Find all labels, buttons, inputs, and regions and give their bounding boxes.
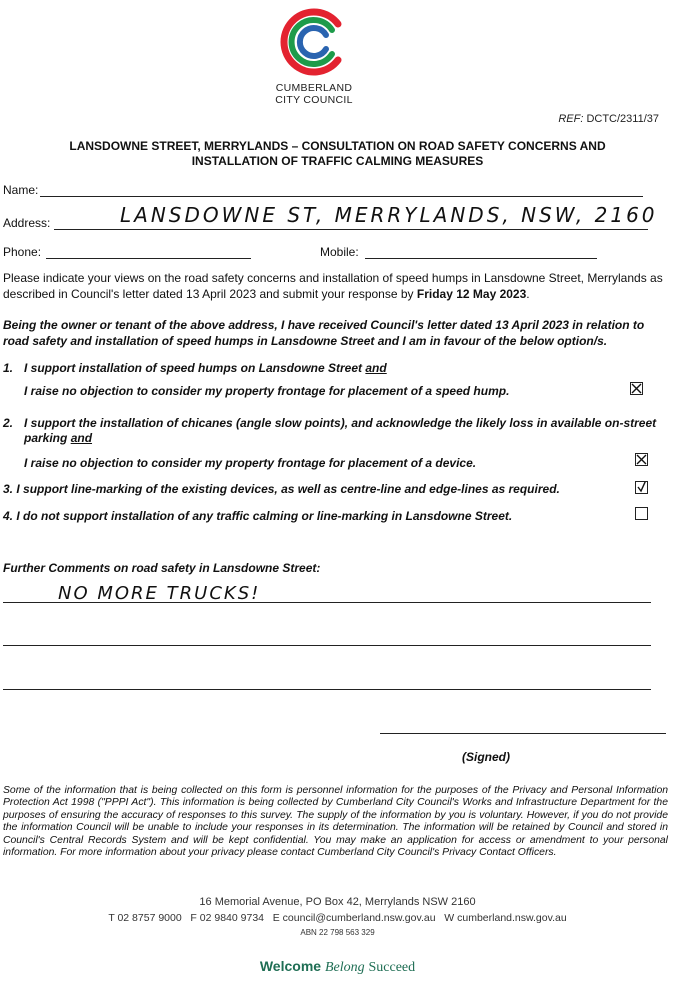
signature-field[interactable] xyxy=(380,733,666,734)
option-1-line1 xyxy=(24,361,387,376)
declaration: Being the owner or tenant of the above address, I have received Council's letter dated 13 April 2023 in relation to road safety and installation of speed humps in Lansdowne Street and I am in favour of the below option/s. xyxy=(3,318,645,348)
address-handwritten-value: LANSDOWNE ST, MERRYLANDS, NSW, 2160 xyxy=(120,203,658,227)
tick-mark-icon xyxy=(636,482,647,493)
option-2-line1 xyxy=(24,416,664,446)
reference-value: DCTC/2311/37 xyxy=(586,113,659,125)
phone-field[interactable] xyxy=(46,258,251,259)
council-name-line1: CUMBERLAND xyxy=(275,82,353,94)
title-line2: INSTALLATION OF TRAFFIC CALMING MEASURES xyxy=(191,154,484,168)
signature-label: (Signed) xyxy=(462,750,510,764)
document-title xyxy=(20,139,655,169)
footer-address: 16 Memorial Avenue, PO Box 42, Merrylands NSW 2160 xyxy=(199,896,476,908)
option-2-checkbox[interactable] xyxy=(635,453,648,466)
option-1-number: 1. xyxy=(3,361,14,375)
reference xyxy=(558,113,659,125)
option-3-text: I support line-marking of the existing devices, as well as centre-line and edge-lines as required. xyxy=(16,482,560,496)
instructions-deadline: Friday 12 May 2023 xyxy=(416,286,527,301)
phone-label: Phone: xyxy=(3,245,42,259)
address-field[interactable] xyxy=(54,229,648,230)
council-name-line2: CITY COUNCIL xyxy=(275,94,353,106)
address-label: Address: xyxy=(3,216,51,230)
comments-line-3[interactable] xyxy=(3,689,651,690)
cross-mark-icon xyxy=(631,383,642,394)
option-4-text: I do not support installation of any traffic calming or line-marking in Lansdowne Street. xyxy=(16,509,513,523)
tagline-belong: Belong xyxy=(324,960,365,975)
option-4-checkbox[interactable] xyxy=(635,507,648,520)
option-2-text: I support the installation of chicanes (angle slow points), and acknowledge the likely loss in available on-street parking xyxy=(24,416,657,445)
option-4-line xyxy=(3,509,512,524)
option-1-and: and xyxy=(365,361,387,375)
comments-line-2[interactable] xyxy=(3,645,651,646)
instructions xyxy=(3,271,666,302)
reference-label: REF: xyxy=(558,113,584,125)
tagline-succeed: Succeed xyxy=(368,960,416,975)
option-2-line2: I raise no objection to consider my property frontage for placement of a device. xyxy=(24,456,477,470)
option-2-and: and xyxy=(70,431,93,445)
footer-abn: ABN 22 798 563 329 xyxy=(300,928,375,937)
footer-contacts: T 02 8757 9000 F 02 9840 9734 E council@cumberland.nsw.gov.au W cumberland.nsw.gov.au xyxy=(108,912,567,924)
council-logo-icon xyxy=(278,6,350,78)
instructions-text: Please indicate your views on the road safety concerns and installation of speed humps in Lansdowne Street, Merrylands as described in Council's letter dated 13 April 2023 and submit your response by xyxy=(3,271,663,301)
mobile-label: Mobile: xyxy=(320,245,359,259)
option-1-text: I support installation of speed humps on Lansdowne Street xyxy=(24,361,363,375)
option-1-checkbox[interactable] xyxy=(630,382,643,395)
option-4-number: 4. xyxy=(3,509,14,523)
instructions-end: . xyxy=(526,286,530,301)
option-2-number: 2. xyxy=(3,416,14,430)
tagline-welcome: Welcome xyxy=(259,958,322,974)
cross-mark-icon xyxy=(636,454,647,465)
council-logo xyxy=(278,6,350,78)
mobile-field[interactable] xyxy=(365,258,597,259)
privacy-notice: Some of the information that is being collected on this form is personnel information for the purposes of the Privacy and Personal Information Protection Act 1998 ("PPPI Act"). This information is being collected by Cumberland City Council's Works and Infrastructure Department for the purposes of ensuring the accuracy of responses to this survey. The supply of the information by you is voluntary. However, if you do not provide the information Council will be unable to include your responses in its determination. The information will be retained by Council and stored in Council's Central Records System and will be kept confidential. You may make an application for access or amendment to your personal information. For more information about your privacy please contact Cumberland City Council's Privacy Contact Officers. xyxy=(3,785,668,859)
option-3-line xyxy=(3,482,560,497)
option-3-number: 3. xyxy=(3,482,14,496)
name-field[interactable] xyxy=(40,196,643,197)
option-1-line2: I raise no objection to consider my property frontage for placement of a speed hump. xyxy=(24,384,510,398)
name-label: Name: xyxy=(3,183,39,197)
council-name xyxy=(262,82,366,106)
tagline xyxy=(0,958,675,976)
comments-line-1[interactable] xyxy=(3,602,651,603)
option-3-checkbox[interactable] xyxy=(635,481,648,494)
title-line1: LANSDOWNE STREET, MERRYLANDS – CONSULTATION ON ROAD SAFETY CONCERNS AND xyxy=(69,139,606,153)
comments-handwritten-value: NO MORE TRUCKS! xyxy=(58,583,261,604)
comments-label: Further Comments on road safety in Lansdowne Street: xyxy=(3,561,321,575)
